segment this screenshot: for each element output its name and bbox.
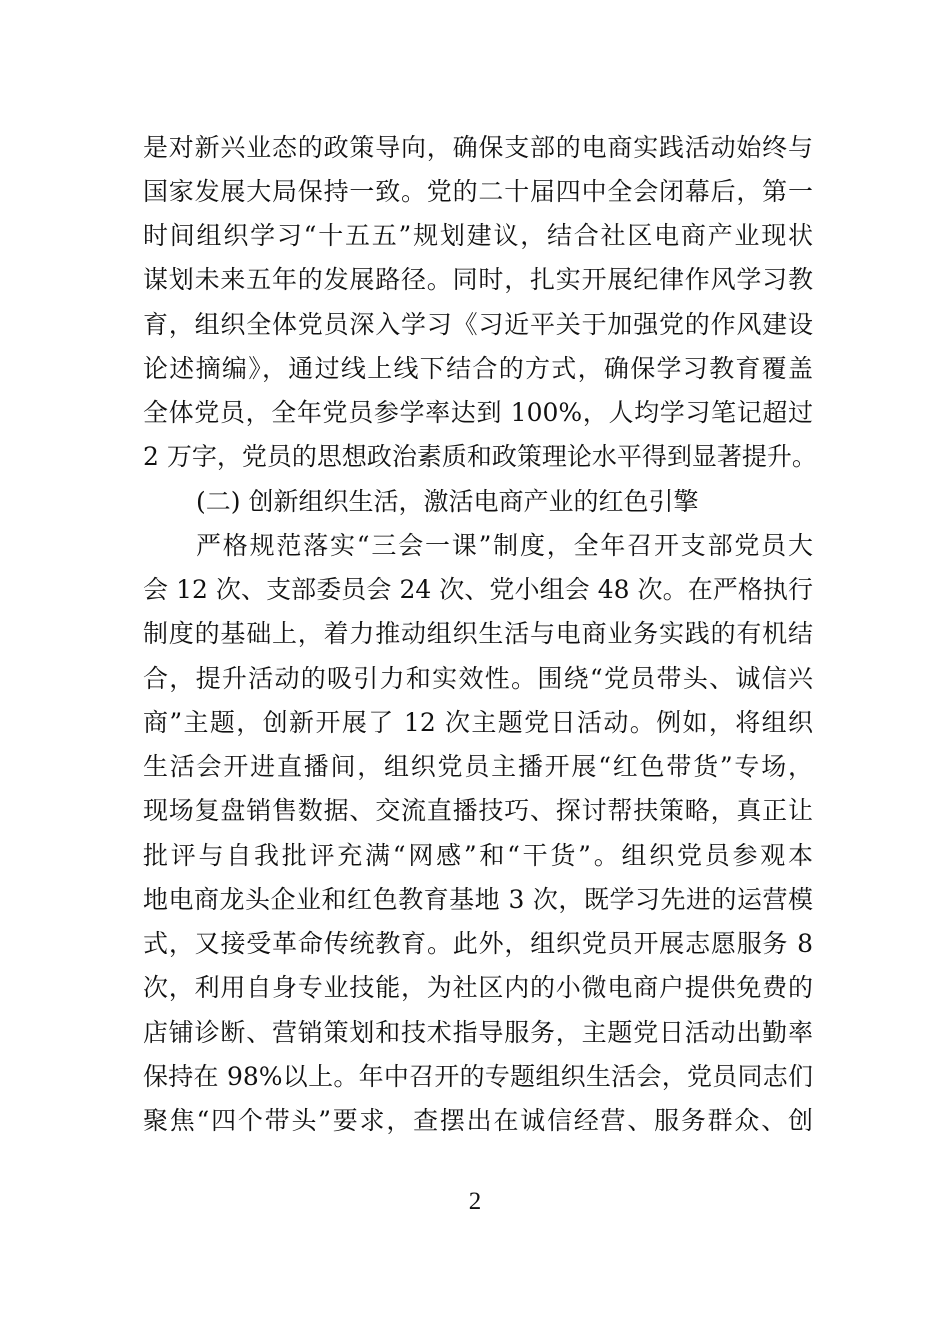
body-text-line: 时间组织学习“十五五”规划建议，结合社区电商产业现状: [143, 221, 813, 250]
body-text-line: 式，又接受革命传统教育。此外，组织党员开展志愿服务 8: [143, 929, 813, 958]
body-text-line: 店铺诊断、营销策划和技术指导服务，主题党日活动出勤率: [143, 1018, 813, 1047]
page-number: 2: [468, 1188, 482, 1215]
body-text-line: 地电商龙头企业和红色教育基地 3 次，既学习先进的运营模: [143, 885, 813, 914]
body-text-line: 保持在 98%以上。年中召开的专题组织生活会，党员同志们: [143, 1062, 813, 1091]
body-text-line: 合，提升活动的吸引力和实效性。围绕“党员带头、诚信兴: [143, 664, 813, 693]
section-heading: (二) 创新组织生活，激活电商产业的红色引擎: [196, 487, 699, 516]
body-text-line: 商”主题，创新开展了 12 次主题党日活动。例如，将组织: [143, 708, 813, 737]
body-text-line: 生活会开进直播间，组织党员主播开展“红色带货”专场，: [143, 752, 813, 781]
body-text-line: 是对新兴业态的政策导向，确保支部的电商实践活动始终与: [143, 133, 813, 162]
body-text-line: 制度的基础上，着力推动组织生活与电商业务实践的有机结: [143, 619, 813, 648]
paragraph-first-line: 严格规范落实“三会一课”制度，全年召开支部党员大: [196, 531, 813, 560]
body-text-line: 次，利用自身专业技能，为社区内的小微电商户提供免费的: [143, 973, 813, 1002]
body-text-line: 批评与自我批评充满“网感”和“干货”。组织党员参观本: [143, 841, 813, 870]
body-text-line: 全体党员，全年党员参学率达到 100%，人均学习笔记超过: [143, 398, 813, 427]
body-text-line: 国家发展大局保持一致。党的二十届四中全会闭幕后，第一: [143, 177, 813, 206]
body-text-line: 会 12 次、支部委员会 24 次、党小组会 48 次。在严格执行: [143, 575, 813, 604]
body-text-line: 谋划未来五年的发展路径。同时，扎实开展纪律作风学习教: [143, 265, 813, 294]
body-text-line: 聚焦“四个带头”要求，查摆出在诚信经营、服务群众、创: [143, 1106, 813, 1135]
body-text-line: 育，组织全体党员深入学习《习近平关于加强党的作风建设: [143, 310, 813, 339]
body-text-line: 论述摘编》，通过线上线下结合的方式，确保学习教育覆盖: [143, 354, 813, 383]
body-text-line: 2 万字，党员的思想政治素质和政策理论水平得到显著提升。: [143, 442, 817, 471]
body-text-line: 现场复盘销售数据、交流直播技巧、探讨帮扶策略，真正让: [143, 796, 813, 825]
